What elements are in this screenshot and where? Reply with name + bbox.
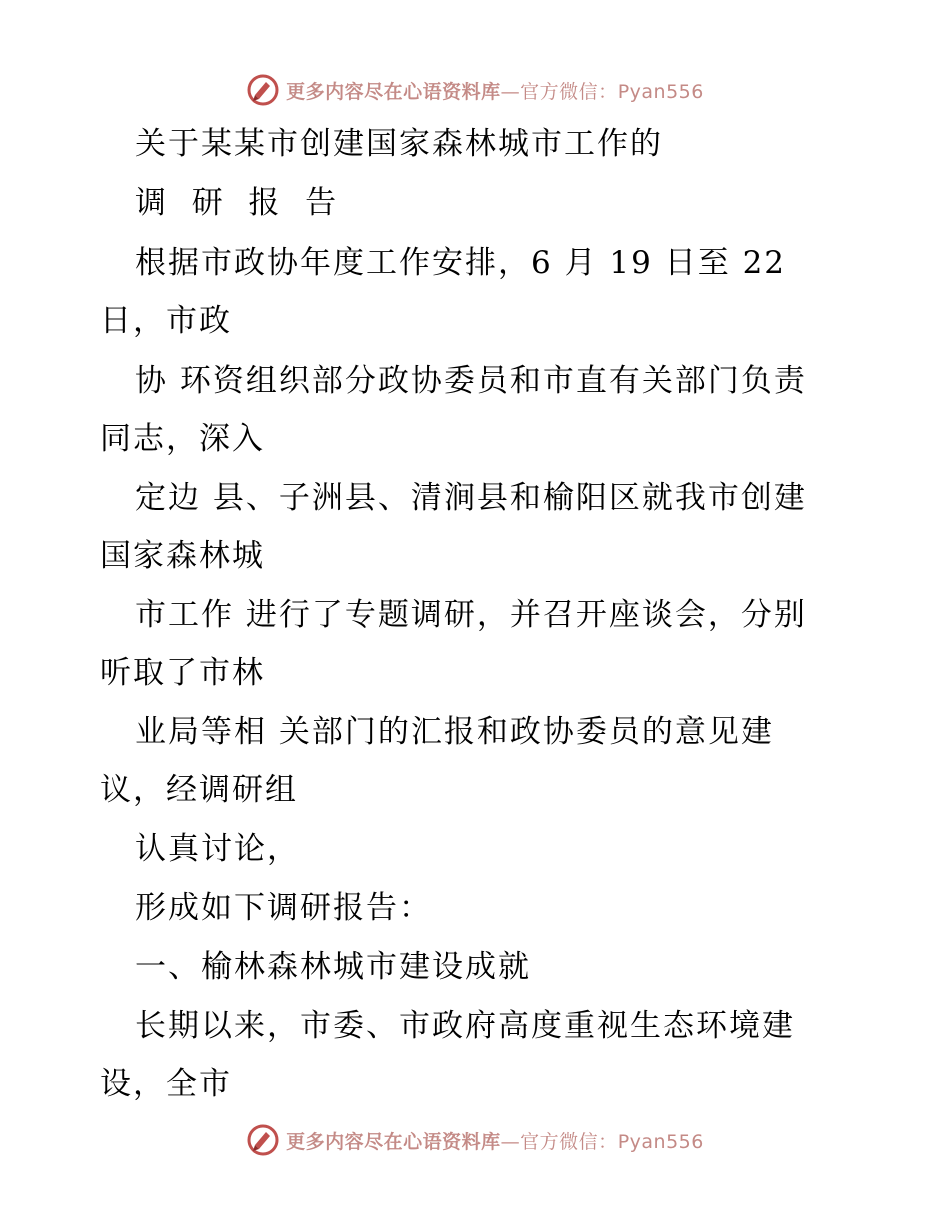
document-title-line-2: 调 研 报 告 bbox=[135, 185, 339, 221]
paragraph-line: 协 环资组织部分政协委员和市直有关部门负责 bbox=[135, 363, 807, 399]
paragraph-line: 市工作 进行了专题调研，并召开座谈会，分别 bbox=[135, 597, 807, 633]
paragraph-line: 长期以来，市委、市政府高度重视生态环境建 bbox=[135, 1008, 795, 1044]
watermark-main-text: 更多内容尽在心语资料库 bbox=[286, 1130, 501, 1153]
paragraph-line: 根据市政协年度工作安排，6 月 19 日至 22 bbox=[135, 245, 787, 281]
watermark-logo-icon bbox=[246, 73, 280, 107]
paragraph-line: 听取了市林 bbox=[100, 655, 265, 691]
paragraph-line: 日，市政 bbox=[100, 303, 232, 339]
watermark-separator: — bbox=[500, 1130, 521, 1153]
watermark-wechat-id: Pyan556 bbox=[617, 80, 704, 103]
document-title-line-1: 关于某某市创建国家森林城市工作的 bbox=[135, 126, 663, 162]
paragraph-line: 形成如下调研报告： bbox=[135, 890, 432, 926]
header-watermark bbox=[0, 70, 950, 110]
watermark-text bbox=[286, 77, 704, 104]
paragraph-line: 国家森林城 bbox=[100, 538, 265, 574]
section-heading: 一、榆林森林城市建设成就 bbox=[135, 949, 531, 985]
paragraph-line: 设，全市 bbox=[100, 1066, 232, 1102]
paragraph-line: 业局等相 关部门的汇报和政协委员的意见建 bbox=[135, 714, 774, 750]
paragraph-line: 定边 县、子洲县、清涧县和榆阳区就我市创建 bbox=[135, 480, 807, 516]
watermark-separator: — bbox=[500, 80, 521, 103]
watermark-wechat-id: Pyan556 bbox=[617, 1130, 704, 1153]
watermark-logo-icon bbox=[246, 1123, 280, 1157]
watermark-wechat-label: 官方微信： bbox=[520, 80, 618, 103]
paragraph-line: 同志，深入 bbox=[100, 421, 265, 457]
watermark-wechat-label: 官方微信： bbox=[520, 1130, 618, 1153]
watermark-main-text: 更多内容尽在心语资料库 bbox=[286, 80, 501, 103]
paragraph-line: 认真讨论， bbox=[135, 831, 300, 867]
footer-watermark bbox=[0, 1120, 950, 1160]
paragraph-line: 议，经调研组 bbox=[100, 772, 298, 808]
watermark-text bbox=[286, 1127, 704, 1154]
